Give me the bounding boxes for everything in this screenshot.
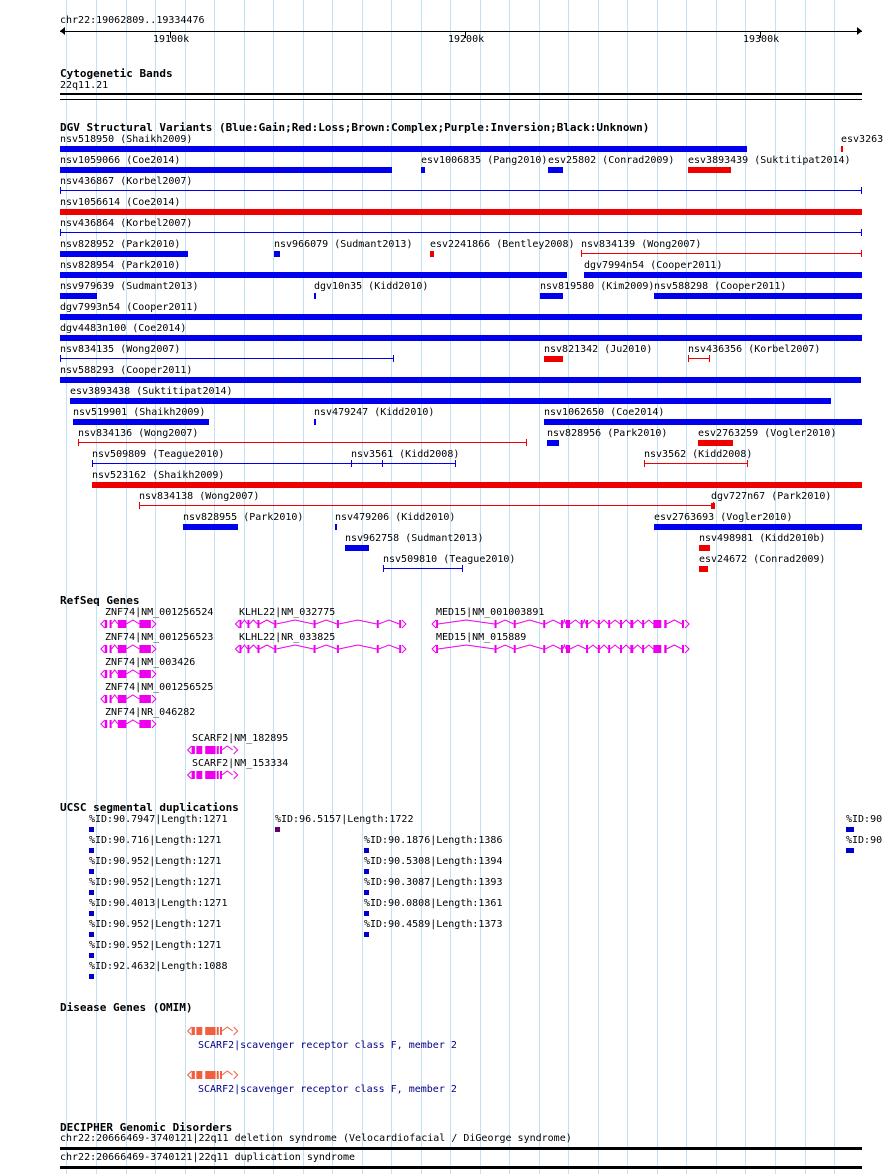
refseq-gene-glyph[interactable] — [0, 669, 890, 681]
segdup-bar[interactable] — [89, 869, 94, 874]
exon — [217, 1027, 219, 1035]
dgv-variant-bar[interactable] — [92, 482, 862, 488]
segdup-label: %ID:90 — [846, 814, 883, 825]
refseq-gene-label: ZNF74|NM_001256524 — [105, 607, 214, 618]
omim-gene-glyph[interactable] — [0, 1026, 890, 1038]
dgv-variant-label: nsv3562 (Kidd2008) — [644, 449, 753, 460]
exon — [217, 1071, 219, 1079]
dgv-variant-label: esv24672 (Conrad2009) — [699, 554, 826, 565]
dgv-variant-bar[interactable] — [335, 524, 337, 530]
dgv-variant-line[interactable] — [60, 358, 394, 359]
dgv-variant-bar[interactable] — [654, 293, 862, 299]
intron — [222, 746, 233, 750]
strand-arrow-icon — [152, 720, 156, 728]
refseq-gene-label: KLHL22|NR_033825 — [239, 632, 336, 643]
dgv-variant-bar[interactable] — [314, 293, 316, 299]
exon — [653, 620, 661, 628]
dgv-variant-cap — [139, 502, 140, 509]
ruler-tick-label: 19300k — [743, 34, 780, 45]
strand-arrow-icon — [152, 695, 156, 703]
intron — [633, 645, 642, 649]
dgv-variant-line[interactable] — [688, 358, 710, 359]
dgv-variant-cap — [688, 355, 689, 362]
refseq-gene-label: SCARF2|NM_153334 — [192, 758, 289, 769]
dgv-variant-label: dgv10n35 (Kidd2010) — [314, 281, 429, 292]
strand-arrow-icon — [432, 620, 436, 628]
exon — [118, 670, 127, 678]
segdup-bar[interactable] — [89, 848, 94, 853]
intron — [112, 695, 118, 699]
intron — [667, 645, 682, 649]
segdup-label: %ID:90.716|Length:1271 — [89, 835, 222, 846]
strand-arrow-icon — [432, 645, 436, 653]
exon — [196, 1027, 202, 1035]
dgv-variant-label: nsv519901 (Shaikh2009) — [73, 407, 206, 418]
exon — [220, 1071, 222, 1079]
dgv-variant-label: nsv498981 (Kidd2010b) — [699, 533, 826, 544]
track-title-cytogenetic-bands: Cytogenetic Bands — [60, 67, 173, 80]
exon — [139, 720, 151, 728]
intron — [644, 645, 653, 649]
segdup-label: %ID:90.952|Length:1271 — [89, 877, 222, 888]
dgv-variant-line[interactable] — [92, 463, 383, 464]
dgv-variant-line[interactable] — [78, 442, 527, 443]
exon — [205, 1027, 215, 1035]
dgv-variant-cap — [351, 460, 352, 467]
dgv-variant-bar[interactable] — [699, 566, 708, 572]
dgv-variant-label: nsv821342 (Ju2010) — [544, 344, 653, 355]
dgv-variant-bar[interactable] — [711, 503, 715, 509]
track-title-dgv: DGV Structural Variants (Blue:Gain;Red:Loss;Brown:Complex;Purple:Inversion;Black:Unknown) — [60, 121, 650, 134]
exon — [514, 620, 516, 628]
segdup-label: %ID:92.4632|Length:1088 — [89, 961, 228, 972]
dgv-variant-label: nsv834138 (Wong2007) — [139, 491, 260, 502]
exon — [105, 695, 107, 703]
intron — [610, 620, 620, 624]
intron — [222, 1027, 233, 1031]
dgv-variant-label: nsv509809 (Teague2010) — [92, 449, 225, 460]
exon — [566, 645, 570, 653]
segdup-bar[interactable] — [89, 827, 94, 832]
exon — [139, 695, 151, 703]
dgv-variant-bar[interactable] — [544, 356, 563, 362]
dgv-variant-label: nsv1062650 (Coe2014) — [544, 407, 665, 418]
segdup-label: %ID:90.5308|Length:1394 — [364, 856, 503, 867]
exon — [196, 771, 202, 779]
strand-arrow-icon — [234, 746, 238, 754]
intron — [438, 645, 494, 649]
intron — [583, 620, 586, 624]
dgv-variant-label: nsv479206 (Kidd2010) — [335, 512, 456, 523]
dgv-variant-bar[interactable] — [584, 272, 862, 278]
exon — [608, 620, 610, 628]
exon — [217, 746, 219, 754]
dgv-variant-label: nsv436864 (Korbel2007) — [60, 218, 193, 229]
dgv-variant-bar[interactable] — [430, 251, 434, 257]
strand-arrow-icon — [234, 1071, 238, 1079]
dgv-variant-bar[interactable] — [60, 335, 862, 341]
cyto-band-outline — [60, 99, 862, 100]
dgv-variant-label: nsv834136 (Wong2007) — [78, 428, 199, 439]
dgv-variant-label: nsv962758 (Sudmant2013) — [345, 533, 484, 544]
position-label: chr22:19062809..19334476 — [60, 15, 205, 26]
exon — [192, 771, 195, 779]
dgv-variant-bar[interactable] — [60, 314, 862, 320]
dgv-variant-bar[interactable] — [60, 377, 861, 383]
segdup-bar[interactable] — [89, 932, 94, 937]
segdup-label: %ID:90.7947|Length:1271 — [89, 814, 228, 825]
segdup-label: %ID:90 — [846, 835, 883, 846]
decipher-item-deletion[interactable]: chr22:20666469-3740121|22q11 deletion syndrome (Velocardiofacial / DiGeorge syndrome) — [60, 1133, 572, 1144]
exon — [682, 620, 684, 628]
exon — [586, 645, 588, 653]
dgv-variant-bar[interactable] — [60, 272, 567, 278]
exon — [561, 620, 563, 628]
exon — [620, 645, 622, 653]
dgv-variant-cap — [92, 460, 93, 467]
dgv-variant-bar[interactable] — [540, 293, 563, 299]
segdup-bar[interactable] — [846, 827, 854, 832]
dgv-variant-bar[interactable] — [698, 440, 733, 446]
segdup-bar[interactable] — [89, 890, 94, 895]
refseq-gene-label: ZNF74|NR_046282 — [105, 707, 196, 718]
intron — [545, 620, 561, 624]
intron — [126, 670, 139, 674]
dgv-variant-label: nsv834135 (Wong2007) — [60, 344, 181, 355]
dgv-variant-cap — [644, 460, 645, 467]
strand-arrow-icon — [234, 771, 238, 779]
intron — [126, 720, 139, 724]
intron — [497, 645, 514, 649]
dgv-variant-line[interactable] — [60, 232, 862, 233]
dgv-variant-label: nsv828955 (Park2010) — [183, 512, 304, 523]
dgv-variant-bar[interactable] — [274, 251, 280, 257]
dgv-variant-cap — [861, 187, 862, 194]
segdup-label: %ID:90.4013|Length:1271 — [89, 898, 228, 909]
refseq-gene-glyph[interactable] — [0, 694, 890, 706]
intron — [610, 645, 620, 649]
omim-gene-glyph[interactable] — [0, 1070, 890, 1082]
segdup-bar[interactable] — [275, 827, 280, 832]
dgv-variant-label: nsv819580 (Kim2009) — [540, 281, 655, 292]
dgv-variant-label: nsv828956 (Park2010) — [547, 428, 668, 439]
omim-gene-label: SCARF2|scavenger receptor class F, member 2 — [198, 1040, 457, 1051]
decipher-bar-duplication[interactable] — [60, 1166, 862, 1169]
refseq-gene-label: KLHL22|NM_032775 — [239, 607, 336, 618]
strand-arrow-icon — [101, 720, 105, 728]
dgv-variant-label: nsv834139 (Wong2007) — [581, 239, 702, 250]
exon — [642, 620, 644, 628]
exon — [581, 620, 583, 628]
dgv-variant-cap — [462, 565, 463, 572]
cyto-band-label[interactable]: 22q11.21 — [60, 80, 109, 91]
dgv-variant-label: nsv479247 (Kidd2010) — [314, 407, 435, 418]
ruler-tick-label: 19200k — [448, 34, 485, 45]
segdup-bar[interactable] — [89, 911, 94, 916]
intron — [545, 645, 561, 649]
segdup-bar[interactable] — [846, 848, 854, 853]
dgv-variant-label: nsv436867 (Korbel2007) — [60, 176, 193, 187]
exon — [192, 1027, 195, 1035]
segdup-label: %ID:90.952|Length:1271 — [89, 919, 222, 930]
exon — [205, 771, 215, 779]
dgv-variant-bar[interactable] — [654, 524, 862, 530]
segdup-label: %ID:90.4589|Length:1373 — [364, 919, 503, 930]
dgv-variant-cap — [60, 187, 61, 194]
exon — [543, 620, 545, 628]
intron — [112, 670, 118, 674]
dgv-variant-bar[interactable] — [73, 419, 209, 425]
intron — [570, 645, 586, 649]
dgv-variant-line[interactable] — [644, 463, 748, 464]
exon — [598, 645, 600, 653]
intron — [516, 645, 544, 649]
refseq-gene-label: ZNF74|NM_001256525 — [105, 682, 214, 693]
exon — [118, 695, 127, 703]
dgv-variant-cap — [747, 460, 748, 467]
intron — [516, 620, 544, 624]
strand-arrow-icon — [152, 670, 156, 678]
intron — [438, 620, 494, 624]
dgv-variant-label: nsv523162 (Shaikh2009) — [92, 470, 225, 481]
dgv-variant-label: esv25802 (Conrad2009) — [548, 155, 675, 166]
strand-arrow-icon — [685, 645, 689, 653]
dgv-variant-label: esv3263 — [841, 134, 884, 145]
dgv-variant-line[interactable] — [351, 463, 456, 464]
dgv-variant-bar[interactable] — [60, 293, 97, 299]
segdup-label: %ID:96.5157|Length:1722 — [275, 814, 414, 825]
exon — [192, 746, 195, 754]
exon — [514, 645, 516, 653]
strand-arrow-icon — [101, 670, 105, 678]
dgv-variant-label: esv2763693 (Vogler2010) — [654, 512, 793, 523]
omim-gene-label: SCARF2|scavenger receptor class F, member 2 — [198, 1084, 457, 1095]
strand-arrow-icon — [188, 771, 192, 779]
strand-arrow-icon — [685, 620, 689, 628]
dgv-variant-label: dgv727n67 (Park2010) — [711, 491, 832, 502]
refseq-gene-glyph[interactable] — [0, 745, 890, 757]
dgv-variant-cap — [526, 439, 527, 446]
dgv-variant-line[interactable] — [60, 190, 862, 191]
intron — [633, 620, 642, 624]
dgv-variant-label: dgv4483n100 (Coe2014) — [60, 323, 187, 334]
decipher-bar-deletion[interactable] — [60, 1147, 862, 1150]
dgv-variant-label: nsv509810 (Teague2010) — [383, 554, 516, 565]
track-title-omim: Disease Genes (OMIM) — [60, 1001, 193, 1014]
track-title-segdup: UCSC segmental duplications — [60, 801, 239, 814]
dgv-variant-bar[interactable] — [699, 545, 710, 551]
dgv-variant-cap — [383, 565, 384, 572]
intron — [563, 645, 566, 649]
exon — [682, 645, 684, 653]
exon — [561, 645, 563, 653]
dgv-variant-label: esv1006835 (Pang2010) — [421, 155, 548, 166]
intron — [644, 620, 653, 624]
refseq-gene-label: ZNF74|NM_001256523 — [105, 632, 214, 643]
decipher-item-duplication[interactable]: chr22:20666469-3740121|22q11 duplication syndrome — [60, 1152, 356, 1163]
dgv-variant-bar[interactable] — [421, 167, 425, 173]
intron — [222, 771, 233, 775]
exon — [217, 771, 219, 779]
segdup-label: %ID:90.952|Length:1271 — [89, 940, 222, 951]
intron — [600, 620, 608, 624]
dgv-variant-label: nsv518950 (Shaikh2009) — [60, 134, 193, 145]
dgv-variant-cap — [581, 250, 582, 257]
exon — [586, 620, 588, 628]
dgv-variant-bar[interactable] — [70, 398, 831, 404]
intron — [570, 620, 581, 624]
cyto-band-bar[interactable] — [60, 93, 862, 95]
segdup-bar[interactable] — [364, 932, 369, 937]
intron — [622, 645, 630, 649]
segdup-bar[interactable] — [364, 869, 369, 874]
intron — [667, 620, 682, 624]
exon — [630, 645, 633, 653]
exon — [220, 1027, 222, 1035]
track-title-refseq: RefSeq Genes — [60, 594, 140, 607]
intron — [112, 720, 118, 724]
dgv-variant-line[interactable] — [383, 568, 463, 569]
dgv-variant-cap — [861, 229, 862, 236]
dgv-variant-label: nsv3561 (Kidd2008) — [351, 449, 460, 460]
ruler-tick-label: 19100k — [153, 34, 190, 45]
dgv-variant-bar[interactable] — [547, 440, 559, 446]
intron — [126, 695, 139, 699]
exon — [664, 645, 666, 653]
track-title-decipher: DECIPHER Genomic Disorders — [60, 1121, 233, 1134]
dgv-variant-label: nsv828954 (Park2010) — [60, 260, 181, 271]
exon — [110, 670, 112, 678]
exon — [118, 720, 127, 728]
segdup-label: %ID:90.952|Length:1271 — [89, 856, 222, 867]
dgv-variant-label: nsv588293 (Cooper2011) — [60, 365, 193, 376]
dgv-variant-cap — [455, 460, 456, 467]
strand-arrow-icon — [234, 1027, 238, 1035]
dgv-variant-label: nsv828952 (Park2010) — [60, 239, 181, 250]
exon — [495, 620, 497, 628]
exon — [436, 645, 438, 653]
intron — [588, 645, 598, 649]
dgv-variant-cap — [60, 229, 61, 236]
refseq-gene-label: SCARF2|NM_182895 — [192, 733, 289, 744]
dgv-variant-cap — [78, 439, 79, 446]
exon — [205, 1071, 215, 1079]
exon — [495, 645, 497, 653]
exon — [664, 620, 666, 628]
exon — [105, 670, 107, 678]
segdup-label: %ID:90.3087|Length:1393 — [364, 877, 503, 888]
intron — [497, 620, 514, 624]
strand-arrow-icon — [188, 1027, 192, 1035]
exon — [620, 620, 622, 628]
segdup-bar[interactable] — [364, 848, 369, 853]
exon — [436, 620, 438, 628]
segdup-bar[interactable] — [89, 974, 94, 979]
segdup-label: %ID:90.1876|Length:1386 — [364, 835, 503, 846]
strand-arrow-icon — [101, 695, 105, 703]
intron — [222, 1071, 233, 1075]
exon — [653, 645, 661, 653]
dgv-variant-cap — [393, 355, 394, 362]
exon — [110, 720, 112, 728]
exon — [608, 645, 610, 653]
dgv-variant-bar[interactable] — [544, 419, 862, 425]
segdup-bar[interactable] — [364, 890, 369, 895]
refseq-gene-glyph[interactable] — [0, 644, 890, 656]
exon — [642, 645, 644, 653]
refseq-gene-glyph[interactable] — [0, 619, 890, 631]
dgv-variant-bar[interactable] — [60, 146, 747, 152]
exon — [598, 620, 600, 628]
dgv-variant-label: esv2763259 (Vogler2010) — [698, 428, 837, 439]
strand-arrow-icon — [188, 746, 192, 754]
dgv-variant-bar[interactable] — [841, 146, 843, 152]
dgv-variant-label: dgv7993n54 (Cooper2011) — [60, 302, 199, 313]
exon — [205, 746, 215, 754]
dgv-variant-cap — [60, 355, 61, 362]
intron — [622, 620, 630, 624]
dgv-variant-bar[interactable] — [60, 209, 862, 215]
exon — [139, 670, 151, 678]
exon — [192, 1071, 195, 1079]
dgv-variant-bar[interactable] — [60, 167, 392, 173]
dgv-variant-cap — [709, 355, 710, 362]
dgv-variant-bar[interactable] — [345, 545, 369, 551]
segdup-bar[interactable] — [364, 911, 369, 916]
dgv-variant-label: nsv588298 (Cooper2011) — [654, 281, 787, 292]
exon — [110, 695, 112, 703]
dgv-variant-label: esv2241866 (Bentley2008) — [430, 239, 575, 250]
dgv-variant-bar[interactable] — [688, 167, 731, 173]
dgv-variant-line[interactable] — [139, 505, 713, 506]
exon — [196, 1071, 202, 1079]
dgv-variant-line[interactable] — [581, 253, 862, 254]
refseq-gene-glyph[interactable] — [0, 719, 890, 731]
dgv-variant-cap — [861, 250, 862, 257]
refseq-gene-label: MED15|NM_001003891 — [436, 607, 545, 618]
dgv-variant-label: esv3893438 (Suktitipat2014) — [70, 386, 233, 397]
dgv-variant-bar[interactable] — [548, 167, 563, 173]
dgv-variant-label: nsv436356 (Korbel2007) — [688, 344, 821, 355]
exon — [543, 645, 545, 653]
strand-arrow-icon — [188, 1071, 192, 1079]
exon — [196, 746, 202, 754]
dgv-variant-bar[interactable] — [314, 419, 316, 425]
refseq-gene-label: MED15|NM_015889 — [436, 632, 527, 643]
dgv-variant-label: nsv966079 (Sudmant2013) — [274, 239, 413, 250]
dgv-variant-label: dgv7994n54 (Cooper2011) — [584, 260, 723, 271]
exon — [220, 771, 222, 779]
exon — [105, 720, 107, 728]
exon — [630, 620, 633, 628]
dgv-variant-label: esv3893439 (Suktitipat2014) — [688, 155, 851, 166]
intron — [588, 620, 598, 624]
segdup-bar[interactable] — [89, 953, 94, 958]
refseq-gene-label: ZNF74|NM_003426 — [105, 657, 196, 668]
intron — [600, 645, 608, 649]
dgv-variant-label: nsv1059066 (Coe2014) — [60, 155, 181, 166]
exon — [220, 746, 222, 754]
dgv-variant-bar[interactable] — [60, 251, 188, 257]
dgv-variant-bar[interactable] — [183, 524, 238, 530]
segdup-label: %ID:90.0808|Length:1361 — [364, 898, 503, 909]
intron — [563, 620, 566, 624]
dgv-variant-label: nsv979639 (Sudmant2013) — [60, 281, 199, 292]
exon — [566, 620, 570, 628]
dgv-variant-label: nsv1056614 (Coe2014) — [60, 197, 181, 208]
refseq-gene-glyph[interactable] — [0, 770, 890, 782]
